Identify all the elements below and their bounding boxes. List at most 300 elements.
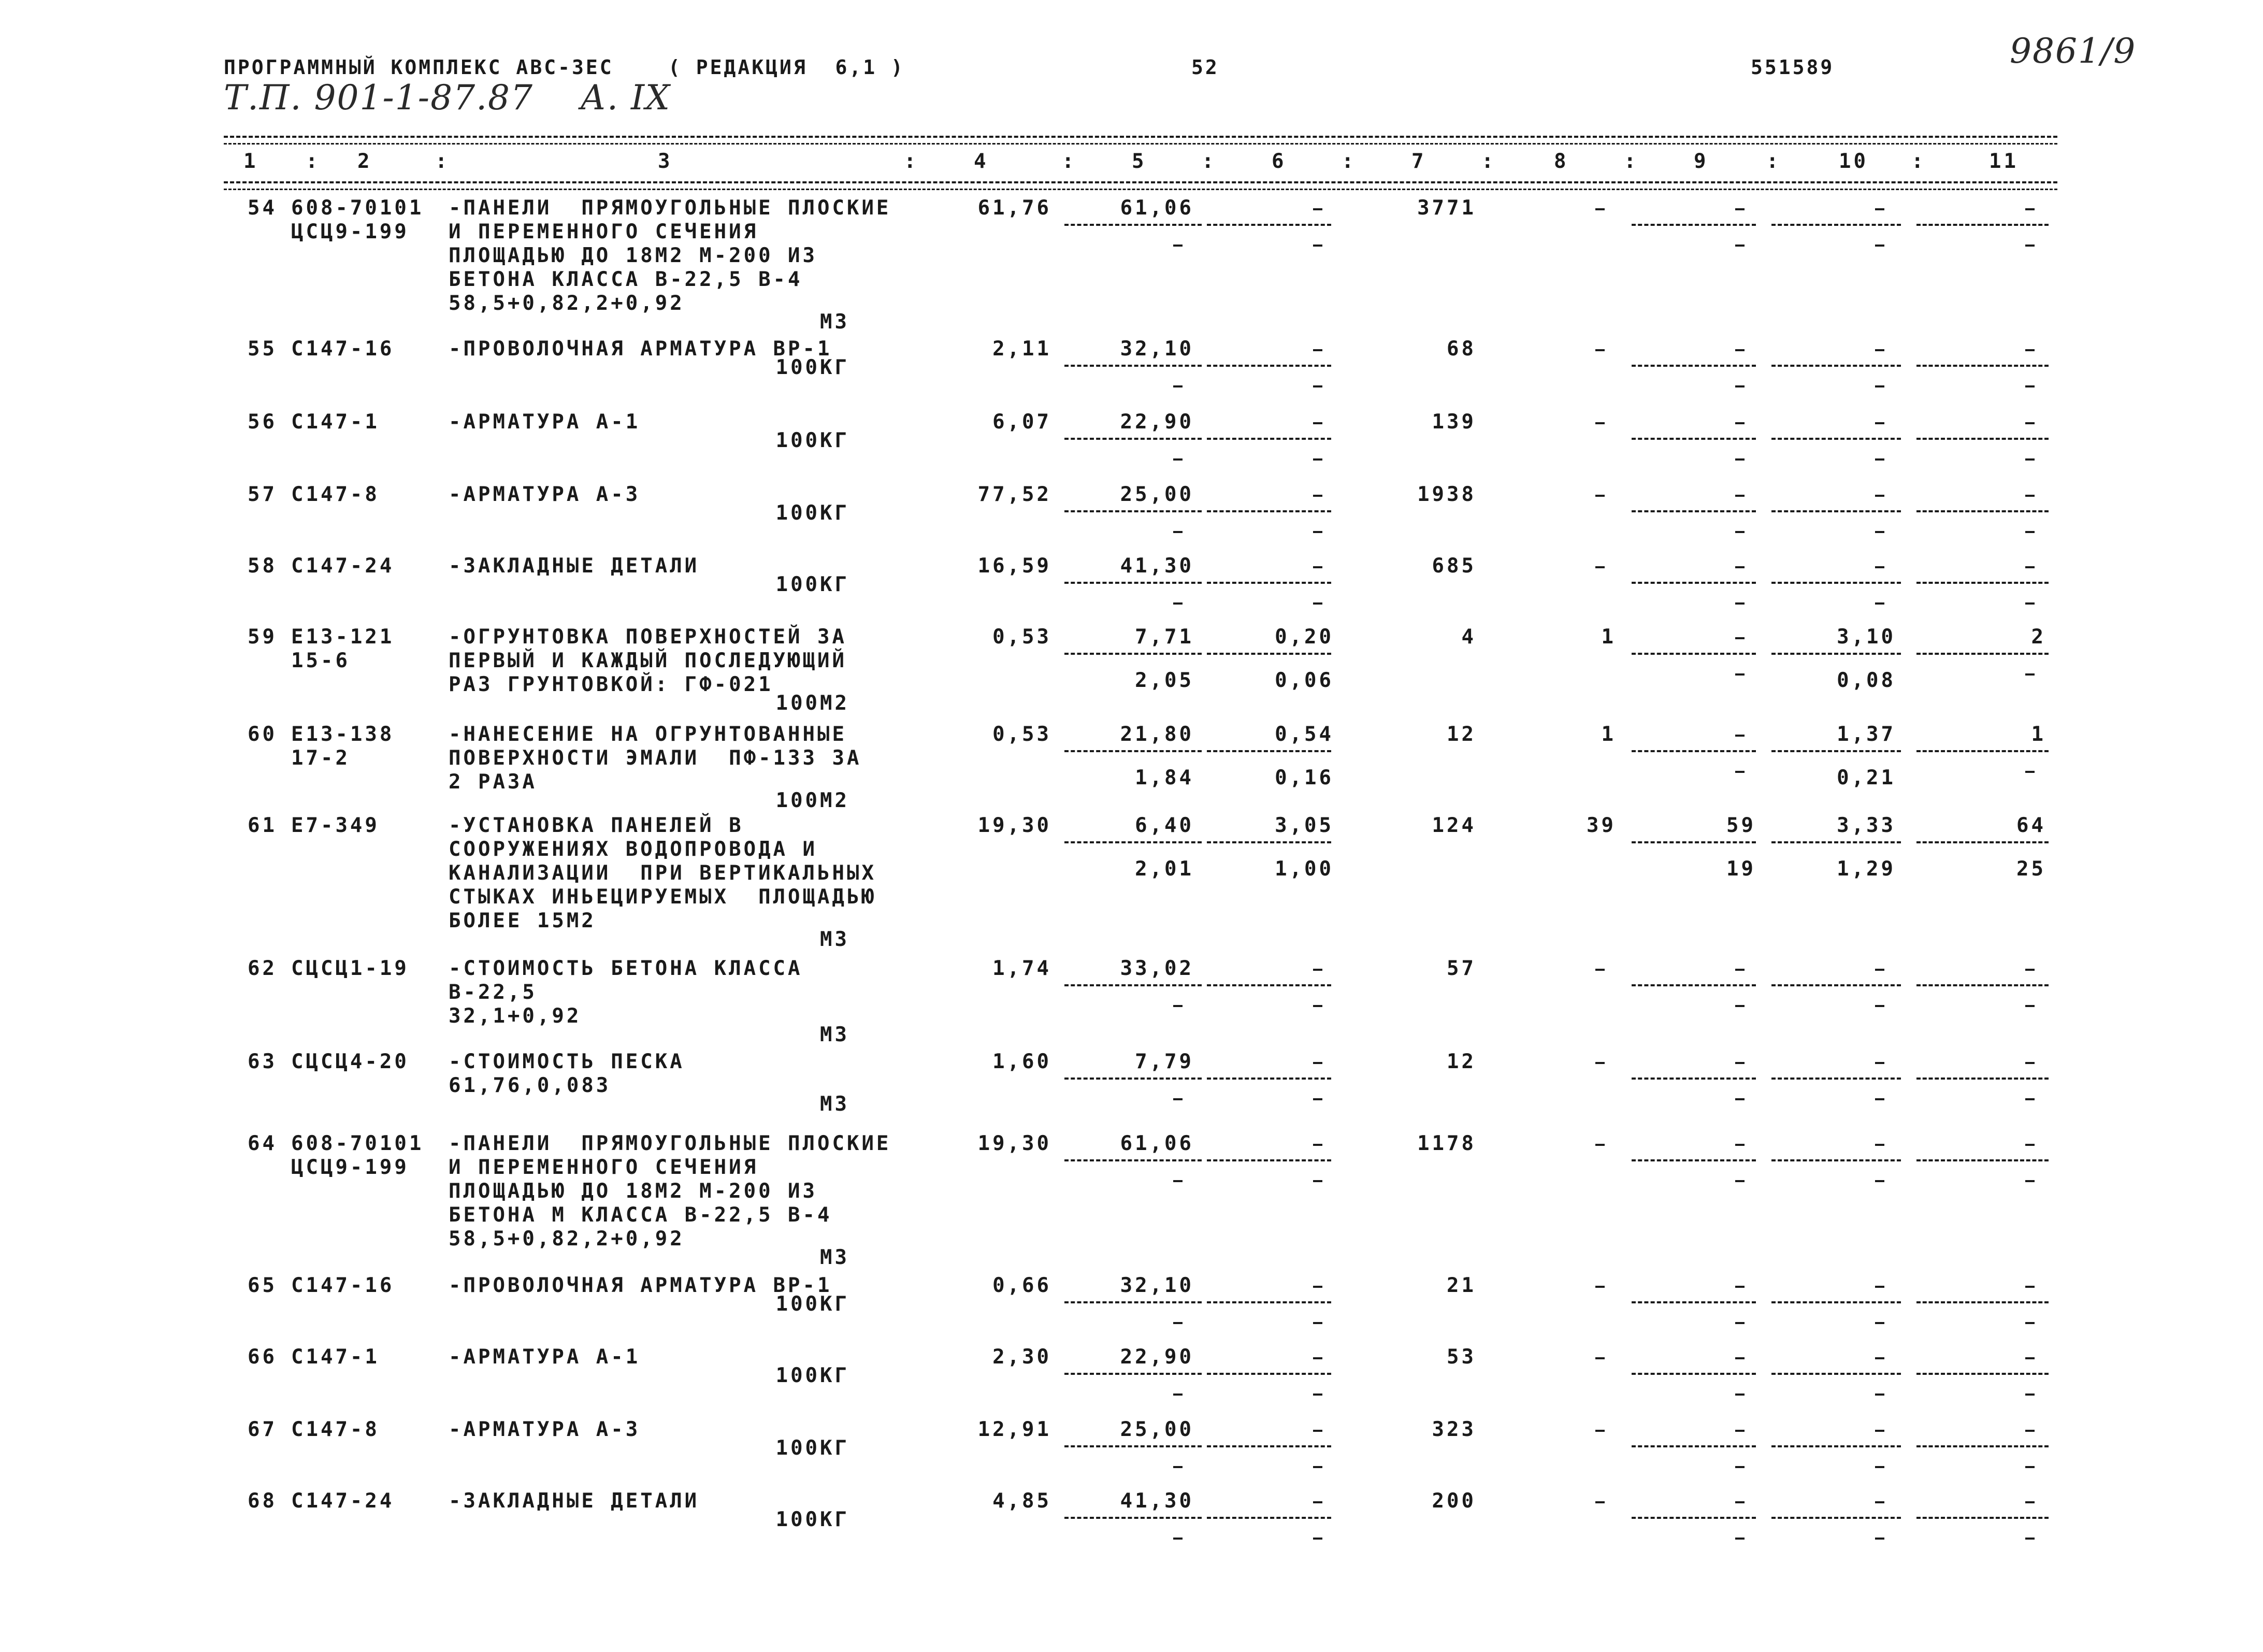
work-description: -ПАНЕЛИ ПРЯМОУГОЛЬНЫЕ ПЛОСКИЕ (449, 196, 891, 220)
fraction-rule (1771, 1301, 1901, 1303)
fraction-rule (1064, 224, 1202, 226)
value-col-5-top: 32,10 (1120, 1274, 1194, 1297)
fraction-rule (1632, 224, 1756, 226)
work-description: 61,76,0,083 (449, 1074, 611, 1097)
value-col-5-top: 22,90 (1120, 1345, 1194, 1369)
value-col-9-bottom-dash (1735, 1538, 1745, 1540)
unit-of-measure: М3 (820, 1246, 849, 1269)
value-col-4: 1,60 (992, 1050, 1051, 1073)
handwritten-archive-number: 9861/9 (2010, 31, 2137, 71)
value-col-6-bottom-dash (1313, 1005, 1322, 1007)
value-col-5-top: 61,06 (1120, 1132, 1194, 1155)
value-col-7: 57 (1447, 957, 1476, 980)
work-description: -АРМАТУРА А-1 (449, 1345, 641, 1369)
value-col-6-top: 0,54 (1275, 723, 1334, 746)
value-col-6-top-dash (1313, 566, 1322, 568)
fraction-rule (1771, 1078, 1901, 1080)
column-number-4: 4 (974, 150, 989, 173)
value-col-5-bottom: 2,01 (1135, 857, 1194, 881)
value-col-6-bottom-dash (1313, 1538, 1322, 1540)
position-code: С147-8 (291, 483, 380, 506)
value-col-10-bottom-dash (1875, 1322, 1884, 1324)
fraction-rule (1207, 750, 1331, 752)
value-col-6-bottom-dash (1313, 458, 1322, 461)
value-col-9-top-dash (1735, 969, 1745, 971)
fraction-rule (1916, 510, 2049, 512)
fraction-rule (1207, 582, 1331, 584)
value-col-9-bottom-dash (1735, 1005, 1745, 1007)
value-col-10-bottom-dash (1875, 385, 1884, 387)
value-col-10-top-dash (1875, 495, 1884, 497)
work-description: БЕТОНА КЛАССА В-22,5 В-4 (449, 268, 803, 291)
value-col-11-top: 2 (2031, 625, 2046, 649)
fraction-rule (1771, 438, 1901, 440)
value-col-8-dash (1595, 208, 1605, 210)
value-col-10-bottom: 0,21 (1837, 766, 1896, 789)
fraction-rule (1064, 1301, 1202, 1303)
value-col-7: 1178 (1417, 1132, 1476, 1155)
value-col-7: 323 (1432, 1418, 1476, 1441)
value-col-11-bottom-dash (2025, 1005, 2035, 1007)
value-col-4: 19,30 (977, 814, 1051, 837)
value-col-5-top: 25,00 (1120, 483, 1194, 506)
work-description: -СТОИМОСТЬ ПЕСКА (449, 1050, 685, 1073)
fraction-rule (1916, 1301, 2049, 1303)
unit-of-measure: М3 (820, 1023, 849, 1046)
value-col-10-top-dash (1875, 1501, 1884, 1503)
fraction-rule (1916, 365, 2049, 367)
work-description: ПЛОЩАДЬЮ ДО 18М2 М-200 ИЗ (449, 1180, 817, 1203)
value-col-7: 68 (1447, 337, 1476, 361)
value-col-8-dash (1595, 1286, 1605, 1288)
position-code: С147-24 (291, 554, 395, 578)
position-code: СЦСЦ4-20 (291, 1050, 409, 1073)
fraction-rule (1064, 1159, 1202, 1161)
fraction-rule (1632, 438, 1756, 440)
value-col-10-top-dash (1875, 1062, 1884, 1064)
value-col-5-bottom-dash (1173, 385, 1183, 387)
value-col-10-bottom-dash (1875, 602, 1884, 605)
value-col-11-top-dash (2025, 1430, 2035, 1432)
fraction-rule (1632, 1078, 1756, 1080)
column-number-3: 3 (658, 150, 673, 173)
position-code: ЦСЦ9-199 (291, 220, 409, 243)
column-number-11: 11 (1989, 150, 2019, 173)
work-description: РАЗ ГРУНТОВКОЙ: ГФ-021 (449, 673, 773, 696)
fraction-rule (1632, 1517, 1756, 1519)
value-col-10-top-dash (1875, 1357, 1884, 1359)
fraction-rule (1771, 510, 1901, 512)
value-col-5-bottom-dash (1173, 1180, 1183, 1182)
fraction-rule (1771, 750, 1901, 752)
value-col-9-top-dash (1735, 566, 1745, 568)
column-separator: : (1342, 150, 1357, 173)
value-col-9-bottom-dash (1735, 1394, 1745, 1396)
value-col-8-dash (1595, 1062, 1605, 1064)
unit-of-measure: 100КГ (775, 429, 849, 452)
value-col-7: 200 (1432, 1489, 1476, 1513)
position-code: 17-2 (291, 746, 350, 770)
value-col-11-bottom-dash (2025, 245, 2035, 247)
column-separator: : (1911, 150, 1926, 173)
fraction-rule (1632, 510, 1756, 512)
column-separator: : (1766, 150, 1781, 173)
row-number: 59 (248, 625, 277, 649)
fraction-rule (1207, 510, 1331, 512)
value-col-11-top-dash (2025, 566, 2035, 568)
work-description: -АРМАТУРА А-3 (449, 483, 641, 506)
handwritten-project-number: Т.П. 901-1-87.87 (224, 78, 534, 118)
program-title: ПРОГРАММНЫЙ КОМПЛЕКС АВС-3ЕС (224, 56, 614, 79)
value-col-10-top-dash (1875, 208, 1884, 210)
value-col-5-bottom-dash (1173, 1005, 1183, 1007)
column-separator: : (306, 150, 321, 173)
value-col-9-bottom-dash (1735, 1322, 1745, 1324)
value-col-11-top-dash (2025, 208, 2035, 210)
unit-of-measure: 100КГ (775, 1292, 849, 1316)
unit-of-measure: 100М2 (775, 789, 849, 812)
column-number-7: 7 (1411, 150, 1426, 173)
value-col-10-bottom-dash (1875, 1098, 1884, 1100)
value-col-9-bottom-dash (1735, 385, 1745, 387)
fraction-rule (1207, 224, 1331, 226)
value-col-8-dash (1595, 566, 1605, 568)
value-col-6-top-dash (1313, 1062, 1322, 1064)
position-code: 608-70101 (291, 196, 424, 220)
header-rule-bottom (224, 181, 2057, 183)
fraction-rule (1632, 365, 1756, 367)
value-col-4: 77,52 (977, 483, 1051, 506)
value-col-9-top-dash (1735, 1501, 1745, 1503)
position-code: С147-1 (291, 410, 380, 434)
value-col-5-bottom-dash (1173, 1538, 1183, 1540)
work-description: ПЕРВЫЙ И КАЖДЫЙ ПОСЛЕДУЮЩИЙ (449, 649, 847, 672)
value-col-10-bottom: 0,08 (1837, 669, 1896, 692)
work-description: -СТОИМОСТЬ БЕТОНА КЛАССА (449, 957, 803, 980)
value-col-10-bottom-dash (1875, 1005, 1884, 1007)
value-col-4: 4,85 (992, 1489, 1051, 1513)
value-col-10-bottom-dash (1875, 1394, 1884, 1396)
row-number: 58 (248, 554, 277, 578)
value-col-10-top-dash (1875, 566, 1884, 568)
value-col-10-bottom-dash (1875, 1538, 1884, 1540)
value-col-11-top: 64 (2016, 814, 2046, 837)
work-description: 58,5+0,82,2+0,92 (449, 292, 685, 315)
value-col-10-top: 3,10 (1837, 625, 1896, 649)
position-code: С147-16 (291, 1274, 395, 1297)
unit-of-measure: 100КГ (775, 356, 849, 379)
value-col-6-bottom-dash (1313, 531, 1322, 533)
value-col-5-bottom: 1,84 (1135, 766, 1194, 789)
work-description: БОЛЕЕ 15М2 (449, 909, 596, 932)
work-description: -ПРОВОЛОЧНАЯ АРМАТУРА ВР-1 (449, 337, 832, 361)
value-col-6-top-dash (1313, 969, 1322, 971)
fraction-rule (1207, 1517, 1331, 1519)
row-number: 65 (248, 1274, 277, 1297)
value-col-4: 6,07 (992, 410, 1051, 434)
column-number-1: 1 (243, 150, 258, 173)
fraction-rule (1064, 365, 1202, 367)
header-rule-top (224, 136, 2057, 138)
column-separator: : (1062, 150, 1077, 173)
position-code: 15-6 (291, 649, 350, 672)
value-col-6-top-dash (1313, 422, 1322, 424)
column-number-5: 5 (1132, 150, 1147, 173)
value-col-10-bottom: 1,29 (1837, 857, 1896, 881)
value-col-8-dash (1595, 1501, 1605, 1503)
unit-of-measure: 100М2 (775, 692, 849, 715)
fraction-rule (1064, 984, 1202, 986)
value-col-10-bottom-dash (1875, 245, 1884, 247)
value-col-11-top-dash (2025, 422, 2035, 424)
column-number-8: 8 (1554, 150, 1569, 173)
fraction-rule (1916, 1517, 2049, 1519)
value-col-9-bottom: 19 (1726, 857, 1756, 881)
value-col-5-top: 33,02 (1120, 957, 1194, 980)
work-description: СООРУЖЕНИЯХ ВОДОПРОВОДА И (449, 838, 817, 861)
row-number: 63 (248, 1050, 277, 1073)
value-col-6-bottom: 0,16 (1275, 766, 1334, 789)
work-description: -АРМАТУРА А-3 (449, 1418, 641, 1441)
row-number: 55 (248, 337, 277, 361)
fraction-rule (1632, 1445, 1756, 1447)
value-col-7: 21 (1447, 1274, 1476, 1297)
value-col-7: 4 (1461, 625, 1476, 649)
fraction-rule (1632, 841, 1756, 843)
position-code: 608-70101 (291, 1132, 424, 1155)
value-col-7: 124 (1432, 814, 1476, 837)
column-number-9: 9 (1694, 150, 1709, 173)
work-description: -ЗАКЛАДНЫЕ ДЕТАЛИ (449, 554, 700, 578)
value-col-9-top-dash (1735, 208, 1745, 210)
value-col-4: 0,53 (992, 625, 1051, 649)
work-description: ПЛОЩАДЬЮ ДО 18М2 М-200 ИЗ (449, 244, 817, 267)
value-col-5-bottom-dash (1173, 245, 1183, 247)
value-col-5-bottom-dash (1173, 602, 1183, 605)
fraction-rule (1064, 750, 1202, 752)
fraction-rule (1916, 1159, 2049, 1161)
work-description: СТЫКАХ ИНЬЕЦИРУЕМЫХ ПЛОЩАДЬЮ (449, 885, 876, 909)
fraction-rule (1207, 1078, 1331, 1080)
value-col-11-bottom-dash (2025, 531, 2035, 533)
handwritten-album-number: А. IX (580, 78, 671, 118)
work-description: В-22,5 (449, 981, 537, 1004)
column-number-6: 6 (1272, 150, 1287, 173)
value-col-5-top: 7,79 (1135, 1050, 1194, 1073)
value-col-10-top-dash (1875, 1144, 1884, 1146)
fraction-rule (1771, 653, 1901, 655)
value-col-6-top-dash (1313, 1430, 1322, 1432)
value-col-6-bottom-dash (1313, 1180, 1322, 1182)
fraction-rule (1207, 1373, 1331, 1375)
value-col-6-top-dash (1313, 349, 1322, 351)
value-col-5-top: 21,80 (1120, 723, 1194, 746)
value-col-6-bottom-dash (1313, 385, 1322, 387)
fraction-rule (1771, 1159, 1901, 1161)
value-col-10-top-dash (1875, 422, 1884, 424)
column-number-10: 10 (1839, 150, 1868, 173)
column-separator: : (1624, 150, 1639, 173)
value-col-6-bottom-dash (1313, 245, 1322, 247)
fraction-rule (1771, 984, 1901, 986)
fraction-rule (1916, 1445, 2049, 1447)
value-col-8-dash (1595, 349, 1605, 351)
value-col-11-top-dash (2025, 969, 2035, 971)
value-col-4: 19,30 (977, 1132, 1051, 1155)
value-col-7: 3771 (1417, 196, 1476, 220)
document-code: 551589 (1751, 56, 1835, 79)
row-number: 66 (248, 1345, 277, 1369)
work-description: БЕТОНА М КЛАССА В-22,5 В-4 (449, 1203, 832, 1227)
value-col-7: 12 (1447, 723, 1476, 746)
value-col-5-top: 22,90 (1120, 410, 1194, 434)
fraction-rule (1064, 841, 1202, 843)
value-col-9-top-dash (1735, 349, 1745, 351)
unit-of-measure: 100КГ (775, 1508, 849, 1531)
value-col-9-bottom-dash (1735, 458, 1745, 461)
fraction-rule (1771, 224, 1901, 226)
value-col-8-dash (1595, 1144, 1605, 1146)
value-col-6-bottom-dash (1313, 1394, 1322, 1396)
row-number: 56 (248, 410, 277, 434)
value-col-7: 139 (1432, 410, 1476, 434)
fraction-rule (1207, 1301, 1331, 1303)
value-col-11-bottom-dash (2025, 458, 2035, 461)
value-col-11-bottom-dash (2025, 1466, 2035, 1468)
value-col-11-top-dash (2025, 495, 2035, 497)
position-code: С147-1 (291, 1345, 380, 1369)
value-col-5-top: 25,00 (1120, 1418, 1194, 1441)
fraction-rule (1064, 438, 1202, 440)
value-col-11-bottom: 25 (2016, 857, 2046, 881)
work-description: ПОВЕРХНОСТИ ЭМАЛИ ПФ-133 ЗА (449, 746, 862, 770)
position-code: СЦСЦ1-19 (291, 957, 409, 980)
column-number-2: 2 (357, 150, 372, 173)
fraction-rule (1064, 582, 1202, 584)
column-separator: : (904, 150, 919, 173)
fraction-rule (1632, 582, 1756, 584)
value-col-6-top-dash (1313, 1357, 1322, 1359)
value-col-4: 2,30 (992, 1345, 1051, 1369)
value-col-6-top-dash (1313, 1501, 1322, 1503)
value-col-9-bottom-dash (1735, 245, 1745, 247)
position-code: С147-8 (291, 1418, 380, 1441)
value-col-6-top-dash (1313, 1286, 1322, 1288)
value-col-9-top-dash (1735, 422, 1745, 424)
value-col-9-bottom-dash (1735, 1098, 1745, 1100)
work-description: И ПЕРЕМЕННОГО СЕЧЕНИЯ (449, 220, 759, 243)
value-col-8-dash (1595, 1430, 1605, 1432)
column-separator: : (1202, 150, 1217, 173)
fraction-rule (1916, 841, 2049, 843)
row-number: 61 (248, 814, 277, 837)
fraction-rule (1064, 1078, 1202, 1080)
value-col-6-bottom-dash (1313, 1098, 1322, 1100)
value-col-11-bottom-dash (2025, 602, 2035, 605)
value-col-8: 39 (1587, 814, 1616, 837)
value-col-10-bottom-dash (1875, 458, 1884, 461)
value-col-4: 1,74 (992, 957, 1051, 980)
value-col-10-top-dash (1875, 969, 1884, 971)
value-col-6-top-dash (1313, 1144, 1322, 1146)
value-col-11-top-dash (2025, 1286, 2035, 1288)
value-col-4: 61,76 (977, 196, 1051, 220)
unit-of-measure: 100КГ (775, 1364, 849, 1387)
value-col-8: 1 (1601, 723, 1616, 746)
value-col-6-bottom: 0,06 (1275, 669, 1334, 692)
work-description: 32,1+0,92 (449, 1004, 582, 1028)
value-col-11-top-dash (2025, 1357, 2035, 1359)
header-rule-bottom-second (224, 189, 2057, 190)
position-code: Е7-349 (291, 814, 380, 837)
value-col-6-top-dash (1313, 495, 1322, 497)
position-code: ЦСЦ9-199 (291, 1156, 409, 1179)
header-rule-top-second (224, 143, 2057, 145)
page-number: 52 (1191, 56, 1219, 79)
value-col-11-bottom-dash (2025, 1394, 2035, 1396)
fraction-rule (1916, 653, 2049, 655)
value-col-7: 12 (1447, 1050, 1476, 1073)
value-col-9-bottom-dash (1735, 1466, 1745, 1468)
value-col-11-top: 1 (2031, 723, 2046, 746)
value-col-11-bottom-dash (2025, 1098, 2035, 1100)
unit-of-measure: М3 (820, 1093, 849, 1116)
value-col-9-bottom-dash (1735, 602, 1745, 605)
value-col-9-top-dash (1735, 1357, 1745, 1359)
value-col-4: 12,91 (977, 1418, 1051, 1441)
fraction-rule (1632, 1373, 1756, 1375)
fraction-rule (1632, 1301, 1756, 1303)
fraction-rule (1916, 582, 2049, 584)
fraction-rule (1771, 1517, 1901, 1519)
unit-of-measure: М3 (820, 310, 849, 334)
position-code: С147-16 (291, 337, 395, 361)
fraction-rule (1771, 841, 1901, 843)
value-col-9-top-dash (1735, 1286, 1745, 1288)
fraction-rule (1771, 365, 1901, 367)
fraction-rule (1916, 750, 2049, 752)
value-col-6-top-dash (1313, 208, 1322, 210)
fraction-rule (1916, 984, 2049, 986)
unit-of-measure: М3 (820, 928, 849, 951)
value-col-5-bottom-dash (1173, 1394, 1183, 1396)
fraction-rule (1632, 1159, 1756, 1161)
fraction-rule (1916, 224, 2049, 226)
value-col-11-top-dash (2025, 1501, 2035, 1503)
value-col-6-bottom: 1,00 (1275, 857, 1334, 881)
value-col-10-bottom-dash (1875, 1466, 1884, 1468)
value-col-10-top-dash (1875, 349, 1884, 351)
work-description: -УСТАНОВКА ПАНЕЛЕЙ В (449, 814, 744, 837)
value-col-4: 0,66 (992, 1274, 1051, 1297)
edition-label: ( РЕДАКЦИЯ 6,1 ) (668, 56, 905, 79)
value-col-10-bottom-dash (1875, 1180, 1884, 1182)
value-col-9-top-dash (1735, 1062, 1745, 1064)
value-col-5-bottom-dash (1173, 1098, 1183, 1100)
work-description: -АРМАТУРА А-1 (449, 410, 641, 434)
value-col-10-bottom-dash (1875, 531, 1884, 533)
value-col-9-top-dash (1735, 495, 1745, 497)
value-col-7: 53 (1447, 1345, 1476, 1369)
value-col-9-top: 59 (1726, 814, 1756, 837)
value-col-5-bottom: 2,05 (1135, 669, 1194, 692)
value-col-4: 16,59 (977, 554, 1051, 578)
value-col-11-bottom-dash (2025, 771, 2035, 773)
row-number: 57 (248, 483, 277, 506)
value-col-8-dash (1595, 969, 1605, 971)
fraction-rule (1916, 1373, 2049, 1375)
row-number: 54 (248, 196, 277, 220)
